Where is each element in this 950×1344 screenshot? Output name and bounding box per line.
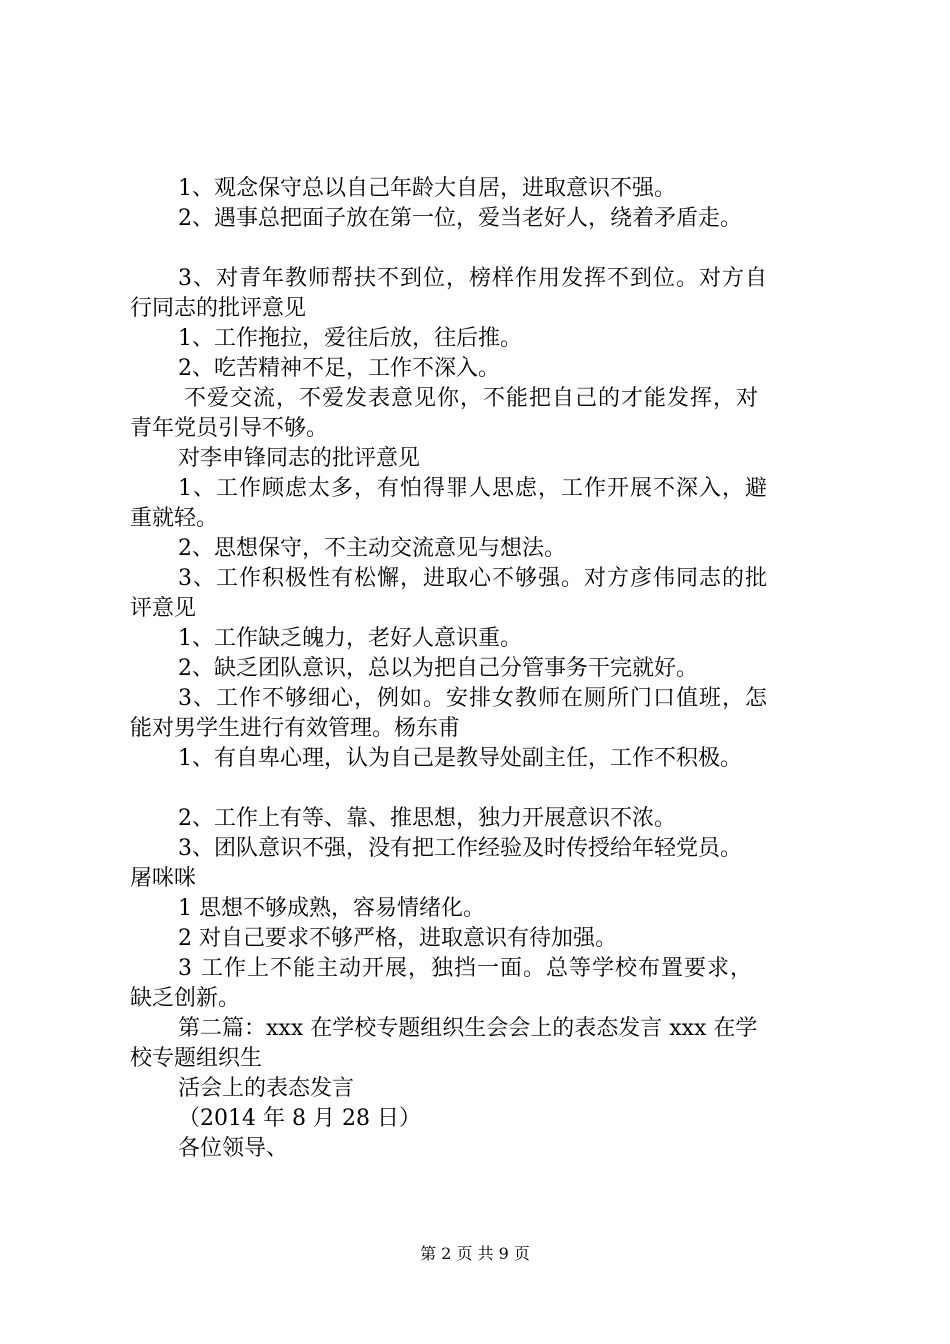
paragraph-line: 能对男学生进行有效管理。杨东甫 — [130, 716, 461, 741]
paragraph-line: 2、思想保守，不主动交流意见与想法。 — [178, 536, 566, 561]
paragraph-line: 2、工作上有等、靠、推思想，独力开展意识不浓。 — [178, 806, 676, 831]
blank-line — [130, 774, 832, 804]
document-body — [130, 174, 832, 1164]
paragraph-line: 行同志的批评意见 — [130, 296, 307, 321]
paragraph-line: 1、有自卑心理，认为自己是教导处副主任，工作不积极。 — [178, 746, 742, 771]
paragraph-line: 2 对自己要求不够严格，进取意识有待加强。 — [178, 926, 617, 951]
salutation-line: 各位领导、 — [178, 1136, 289, 1161]
paragraph-line: 3、工作不够细心，例如。安排女教师在厕所门口值班，怎 — [178, 686, 768, 711]
paragraph-line: 重就轻。 — [130, 506, 219, 531]
date-line: （2014 年 8 月 28 日） — [178, 1106, 421, 1131]
paragraph-line: 3、团队意识不强，没有把工作经验及时传授给年轻党员。 — [178, 836, 742, 861]
paragraph-line: 3 工作上不能主动开展，独挡一面。总等学校布置要求， — [178, 956, 753, 981]
paragraph-line: 2、吃苦精神不足，工作不深入。 — [178, 356, 500, 381]
blank-line — [130, 234, 832, 264]
paragraph-line: 1、观念保守总以自己年龄大自居，进取意识不强。 — [178, 176, 676, 201]
page-footer: 第 2 页 共 9 页 — [420, 1244, 530, 1263]
paragraph-line: 评意见 — [130, 596, 197, 621]
paragraph-line: 1、工作拖拉，爱往后放，往后推。 — [178, 326, 522, 351]
paragraph-line: 3、工作积极性有松懈，进取心不够强。对方彦伟同志的批 — [178, 566, 768, 591]
paragraph-line: 1、工作缺乏魄力，老好人意识重。 — [178, 626, 522, 651]
paragraph-line: 活会上的表态发言 — [178, 1076, 355, 1101]
paragraph-line: 1、工作顾虑太多，有怕得罪人思虑，工作开展不深入，避 — [178, 476, 768, 501]
section-heading-line: 校专题组织生 — [130, 1046, 263, 1071]
paragraph-line: 1 思想不够成熟，容易情绪化。 — [178, 896, 485, 921]
section-heading-line: 第二篇：xxx 在学校专题组织生会会上的表态发言 xxx 在学 — [178, 1016, 758, 1041]
paragraph-line: 对李申锋同志的批评意见 — [178, 446, 421, 471]
paragraph-line: 3、对青年教师帮扶不到位，榜样作用发挥不到位。对方自 — [178, 266, 768, 291]
paragraph-line: 缺乏创新。 — [130, 986, 241, 1011]
paragraph-line: 屠咪咪 — [130, 866, 197, 891]
paragraph-line: 青年党员引导不够。 — [130, 416, 329, 441]
paragraph-line: 2、缺乏团队意识，总以为把自己分管事务干完就好。 — [178, 656, 698, 681]
paragraph-line: 不爱交流，不爱发表意见你，不能把自己的才能发挥，对 — [184, 386, 760, 411]
paragraph-line: 2、遇事总把面子放在第一位，爱当老好人，绕着矛盾走。 — [178, 206, 742, 231]
